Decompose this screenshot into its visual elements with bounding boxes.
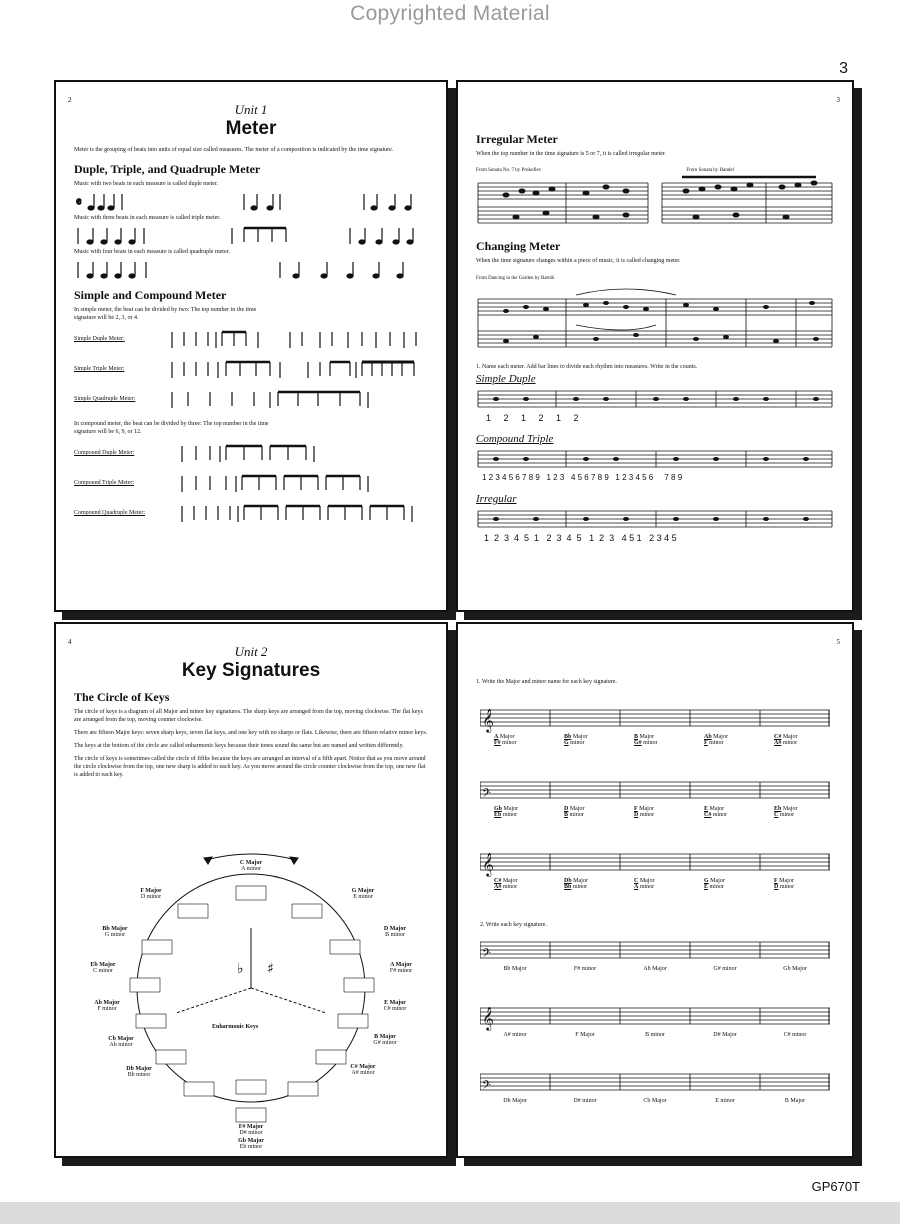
circle-of-keys-heading: The Circle of Keys bbox=[74, 690, 170, 704]
key-name-label: B Major bbox=[784, 1098, 806, 1104]
key-signatures-title: Key Signatures bbox=[181, 660, 321, 681]
changing-meter-heading: Changing Meter bbox=[476, 239, 561, 253]
key-name-label: A# minor bbox=[503, 1032, 527, 1038]
key-answer[interactable]: Bb Major G minor bbox=[564, 734, 588, 746]
key-name-label: F# minor bbox=[573, 966, 597, 972]
simple-duple-label: Simple Duple Meter: bbox=[74, 336, 125, 342]
circle-para-3: The keys at the bottom of the circle are called enharmonic keys because their tones sound the same but are named and written differently. bbox=[74, 743, 404, 749]
changing-meter-text: When the time signature changes within a piece of music, it is called changing meter. bbox=[476, 258, 681, 264]
key-answer[interactable]: C Major A minor bbox=[634, 878, 655, 890]
page-2-meter bbox=[54, 80, 448, 612]
handwritten-simple-duple: Simple Duple bbox=[476, 373, 536, 385]
svg-text:𝄞: 𝄞 bbox=[482, 708, 494, 732]
circle-of-keys-diagram bbox=[76, 838, 426, 1154]
handwritten-irregular: Irregular bbox=[476, 493, 517, 505]
simple-triple-row bbox=[74, 354, 428, 384]
bottom-bar bbox=[0, 1202, 900, 1224]
key-answer[interactable]: C# Major A# minor bbox=[774, 734, 798, 746]
svg-text:𝄢: 𝄢 bbox=[482, 787, 492, 803]
write-row bbox=[480, 1002, 830, 1068]
counts-compound-triple: 1 2 3 4 5 6 7 8 9 1 2 3 4 5 6 7 8 9 1 2 3 4 5 6 7 8 9 bbox=[482, 473, 683, 482]
catalog-code: GP670T bbox=[811, 1179, 860, 1194]
key-answer[interactable]: D Major B minor bbox=[564, 806, 585, 818]
copyright-watermark: Copyrighted Material bbox=[350, 2, 550, 25]
svg-text:𝄢: 𝄢 bbox=[482, 947, 492, 963]
key-a-flat: Ab Major F minor bbox=[94, 1000, 120, 1012]
irregular-meter-heading: Irregular Meter bbox=[476, 132, 558, 146]
key-e-flat: Eb Major C minor bbox=[90, 962, 116, 974]
staff bbox=[480, 704, 830, 734]
key-answer[interactable]: B Major G# minor bbox=[634, 734, 658, 746]
changing-meter-excerpt bbox=[476, 285, 834, 357]
irregular-meter-text: When the top number in the time signature is 5 or 7, it is called irregular meter. bbox=[476, 151, 666, 157]
simple-compound-heading: Simple and Compound Meter bbox=[74, 288, 227, 302]
triple-rhythm-example bbox=[74, 224, 428, 246]
staff bbox=[480, 1002, 830, 1032]
simple-duple-row bbox=[74, 324, 428, 354]
simple-meter-intro: In simple meter, the beat can be divided by two: The top number in the time signature will be 2, 3, or 4. bbox=[74, 307, 257, 321]
page-3-number: 3 bbox=[836, 96, 840, 104]
counts-irregular: 1 2 3 4 5 1 2 3 4 5 1 2 3 4 5 1 2 3 4 5 bbox=[484, 533, 677, 543]
irregular-meter-excerpts bbox=[476, 173, 834, 229]
duple-text: Music with two beats in each measure is called duple meter. bbox=[74, 181, 219, 187]
exercise-row bbox=[480, 776, 830, 848]
compound-duple-label: Compound Duple Meter: bbox=[74, 450, 135, 456]
staff bbox=[480, 776, 830, 806]
staff bbox=[480, 848, 830, 878]
key-b-flat: Bb Major G minor bbox=[102, 926, 128, 938]
key-b: B Major G# minor bbox=[373, 1034, 397, 1046]
key-name-label: D# Major bbox=[713, 1032, 737, 1038]
simple-quadruple-row bbox=[74, 384, 428, 414]
unit-1-label: Unit 1 bbox=[234, 102, 268, 117]
key-a: A Major F# minor bbox=[389, 962, 413, 974]
svg-text:♭: ♭ bbox=[237, 961, 244, 977]
svg-text:𝄴: 𝄴 bbox=[76, 195, 82, 209]
key-name-label: D# minor bbox=[573, 1098, 597, 1104]
write-row bbox=[480, 936, 830, 1002]
key-answer[interactable]: A Major F# minor bbox=[494, 734, 517, 746]
key-c-flat: Cb Major Ab minor bbox=[108, 1036, 134, 1048]
meter-title: Meter bbox=[225, 118, 277, 139]
simple-triple-label: Simple Triple Meter: bbox=[74, 366, 125, 372]
key-name-label: B minor bbox=[645, 1032, 665, 1038]
circle-para-4: The circle of keys is sometimes called the circle of fifths because the keys are arranged an interval of a fifth apart. Notice that as you move around the circle clockwise from the top, one new sharp is added to each key. As you move around the circle counter clockwise from the top, one new flat is added to each key. bbox=[74, 756, 426, 778]
exercise-1-text: 1. Write the Major and minor name for each key signature. bbox=[476, 679, 617, 685]
key-g: G Major E minor bbox=[351, 888, 375, 900]
simple-quadruple-label: Simple Quadruple Meter: bbox=[74, 396, 136, 402]
key-name-label: Bb Major bbox=[503, 966, 527, 972]
duple-triple-quad-heading: Duple, Triple, and Quadruple Meter bbox=[74, 162, 261, 176]
svg-text:𝄞: 𝄞 bbox=[482, 1006, 494, 1030]
source-handel: From Sonata by Handel bbox=[686, 168, 734, 173]
key-answer[interactable]: C# Major A# minor bbox=[494, 878, 518, 890]
key-answer[interactable]: Eb Major C minor bbox=[774, 806, 798, 818]
compound-meter-intro: In compound meter, the beat can be divided by three: The top number in the time signature will be 6, 9, or 12. bbox=[74, 421, 269, 435]
key-answer[interactable]: Db Major Bb minor bbox=[564, 878, 588, 890]
key-name-label: E minor bbox=[715, 1098, 735, 1104]
triple-text: Music with three beats in each measure is called triple meter. bbox=[74, 215, 221, 221]
key-answer[interactable]: F Major D minor bbox=[634, 806, 655, 818]
circle-center-label: Enharmonic Keys bbox=[212, 1024, 259, 1030]
svg-text:♯: ♯ bbox=[267, 961, 274, 977]
page-4-key-signatures bbox=[54, 622, 448, 1158]
page-3-irregular-changing-meter bbox=[456, 80, 854, 612]
source-bartok: From Dancing in the Garden by Bartók bbox=[476, 276, 555, 281]
key-signature-exercises bbox=[480, 704, 830, 920]
key-answer[interactable]: F Major D minor bbox=[774, 878, 795, 890]
svg-text:𝄢: 𝄢 bbox=[482, 1079, 492, 1095]
key-e: E Major C# minor bbox=[383, 1000, 407, 1012]
key-answer[interactable]: Gb Major Eb minor bbox=[494, 806, 519, 818]
quadruple-rhythm-example bbox=[74, 258, 428, 280]
exercise-irregular bbox=[476, 493, 834, 553]
page-5-key-exercises bbox=[456, 622, 854, 1158]
exercise-1-instructions: 1. Name each meter. Add bar lines to divide each rhythm into measures. Write in the counts. bbox=[476, 364, 698, 370]
exercise-simple-duple bbox=[476, 373, 834, 433]
exercise-row bbox=[480, 848, 830, 920]
key-g-flat: Gb Major Eb minor bbox=[238, 1138, 264, 1150]
exercise-compound-triple bbox=[476, 433, 834, 493]
key-c: C Major A minor bbox=[239, 860, 263, 872]
svg-text:𝄞: 𝄞 bbox=[482, 852, 494, 876]
page-2-number: 2 bbox=[68, 96, 72, 104]
staff bbox=[480, 1068, 830, 1098]
key-f: F Major D minor bbox=[140, 888, 162, 900]
key-answer[interactable]: Ab Major F minor bbox=[704, 734, 728, 746]
key-f-sharp: F# Major D# minor bbox=[238, 1124, 264, 1136]
exercise-2-text: 2. Write each key signature. bbox=[480, 922, 547, 928]
key-answer[interactable]: G Major E minor bbox=[704, 878, 725, 890]
staff bbox=[480, 936, 830, 966]
write-row bbox=[480, 1068, 830, 1134]
compound-quadruple-row bbox=[74, 498, 428, 528]
counts-simple-duple: 1 2 1 2 1 2 bbox=[486, 413, 579, 423]
handwritten-compound-triple: Compound Triple bbox=[476, 433, 554, 445]
unit-2-label: Unit 2 bbox=[234, 644, 268, 659]
meter-intro: Meter is the grouping of beats into units of equal size called measures. The meter of a composition is indicated by the time signature. bbox=[74, 147, 394, 153]
page-number: 3 bbox=[839, 60, 848, 77]
key-d: D Major B minor bbox=[383, 926, 407, 938]
quadruple-text: Music with four beats in each measure is called quadruple meter. bbox=[74, 249, 230, 255]
key-name-label: F Major bbox=[575, 1032, 595, 1038]
key-d-flat: Db Major Bb minor bbox=[126, 1066, 152, 1078]
circle-para-2: There are fifteen Major keys: seven sharp keys, seven flat keys, and one key with no sharps or flats. Likewise, there are fifteen relative minor keys. bbox=[74, 730, 428, 736]
page-4-number: 4 bbox=[68, 638, 72, 646]
key-name-label: G# minor bbox=[713, 966, 737, 972]
key-name-label: Ab Major bbox=[643, 966, 667, 972]
key-name-label: Db Major bbox=[503, 1098, 527, 1104]
compound-triple-label: Compound Triple Meter: bbox=[74, 480, 135, 486]
compound-duple-row bbox=[74, 438, 428, 468]
duple-rhythm-example bbox=[74, 190, 428, 212]
key-name-label: Gb Major bbox=[783, 966, 807, 972]
compound-triple-row bbox=[74, 468, 428, 498]
compound-quadruple-label: Compound Quadruple Meter: bbox=[74, 510, 145, 516]
page-5-number: 5 bbox=[836, 638, 840, 646]
exercise-row bbox=[480, 704, 830, 776]
key-name-label: Cb Major bbox=[643, 1098, 667, 1104]
key-c-sharp: C# Major A# minor bbox=[350, 1064, 376, 1076]
write-key-signature-exercises bbox=[480, 936, 830, 1134]
source-prokofiev: From Sonata No. 7 by Prokofiev bbox=[476, 168, 542, 173]
key-answer[interactable]: E Major C# minor bbox=[704, 806, 728, 818]
circle-para-1: The circle of keys is a diagram of all Major and minor key signatures. The sharp keys are arranged from the top, moving clockwise. The flat keys are arranged from the top, moving counter clockwise. bbox=[74, 709, 423, 723]
key-name-label: C# minor bbox=[783, 1032, 807, 1038]
